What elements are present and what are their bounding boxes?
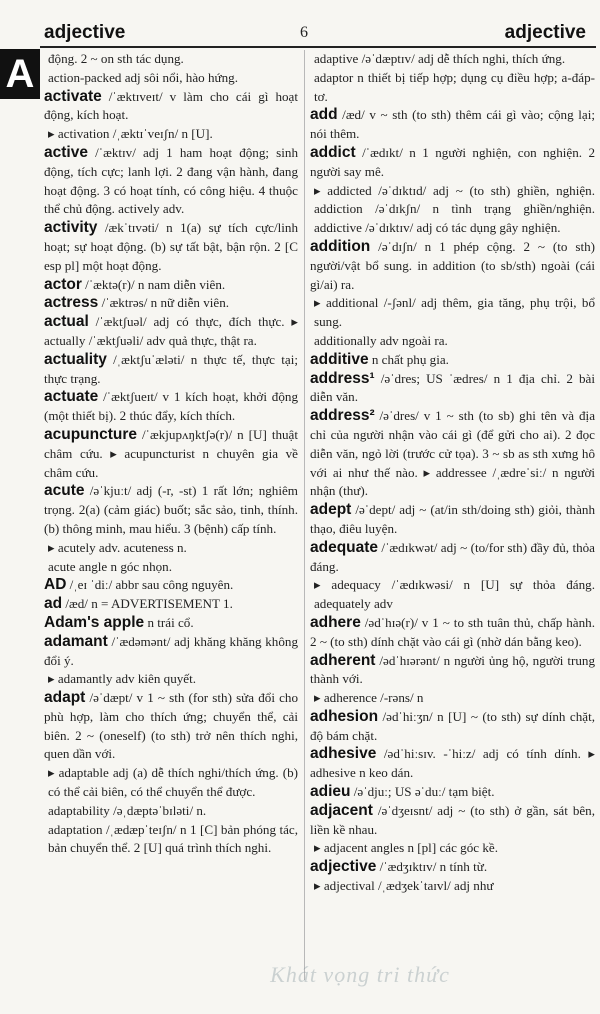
entry <box>314 50 595 69</box>
entry <box>314 294 595 332</box>
entry <box>44 633 298 671</box>
entry <box>44 426 298 482</box>
entry-text: activate /ˈæktɪveɪt/ v làm cho cái gì hoạt động, kích hoạt. <box>44 87 298 123</box>
entry-text: adhere /ədˈhɪə(r)/ v 1 ~ to sth tuân thủ, chấp hành. 2 ~ (to sth) dính chặt vào cái gì (nhờ dán bằng keo). <box>310 613 595 649</box>
entry <box>310 858 595 877</box>
entry <box>44 482 298 538</box>
entry-text: ▸ additional /-ʃənl/ adj thêm, gia tăng, phụ trội, bổ sung. <box>314 295 595 330</box>
entry-text: adieu /əˈdjuː; US əˈduː/ tạm biệt. <box>310 783 495 801</box>
entry <box>314 182 595 238</box>
entry <box>44 276 298 295</box>
entry <box>310 106 595 144</box>
entry <box>310 802 595 840</box>
entry <box>314 877 595 896</box>
entry <box>310 783 595 802</box>
entry-text: adaptation /ˌædæpˈteɪʃn/ n 1 [C] bản phóng tác, bản chuyển thể. 2 [U] quá trình thích nghi. <box>48 821 298 856</box>
entry <box>310 238 595 294</box>
entry <box>314 689 595 708</box>
page-header <box>0 0 600 44</box>
entry <box>44 576 298 595</box>
entry-text: adjacent /əˈdʒeɪsnt/ adj ~ (to sth) ở gần, sát bên, liền kề nhau. <box>310 801 595 837</box>
entry <box>48 670 298 689</box>
entry-text: activity /ækˈtɪvəti/ n 1(a) sự tích cực/linh hoạt; sự hoạt động. (b) sự tất bật, bận rộn. 2 [C esp pl] một hoạt động. <box>44 219 298 273</box>
entry-text: ad /æd/ n = ADVERTISEMENT 1. <box>44 595 233 613</box>
column-divider <box>304 50 305 980</box>
entry-text: adhesive /ədˈhiːsɪv. -ˈhiːz/ adj có tính dính. ▸ adhesive n keo dán. <box>310 745 595 781</box>
entry-text: adapt /əˈdæpt/ v 1 ~ sth (for sth) sửa đổi cho phù hợp, làm cho thích ứng; chuyển thể, cải biên. 2 ~ (oneself) (to sth) trở nên thích nghi, quen dần với. <box>44 689 298 762</box>
entry-text: adherent /ədˈhɪərənt/ n người ủng hộ, người trung thành với. <box>310 651 595 687</box>
entry <box>48 50 298 69</box>
entry-text: AD /ˌeɪ ˈdiː/ abbr sau công nguyên. <box>44 576 234 594</box>
entry <box>44 294 298 313</box>
entry-text: actuate /ˈæktʃueɪt/ v 1 kích hoạt, khởi động (một thiết bị). 2 thúc đẩy, kích thích. <box>44 388 298 424</box>
entry-text: Adam's apple n trái cổ. <box>44 613 194 631</box>
entry-text: adequate /ˈædɪkwət/ adj ~ (to/for sth) đầy đủ, thỏa đáng. <box>310 538 595 574</box>
entry <box>310 745 595 783</box>
entry <box>314 332 595 351</box>
header-rule <box>40 46 596 48</box>
entry-text: adjective /ˈædʒɪktɪv/ n tính từ. <box>310 858 488 876</box>
entry-text: ▸ adequacy /ˈædɪkwəsi/ n [U] sự thỏa đáng. adequately adv <box>314 577 595 612</box>
left-column <box>44 50 298 858</box>
entry-text: actress /ˈæktrəs/ n nữ diễn viên. <box>44 294 230 312</box>
right-column <box>310 50 595 896</box>
entry-text: address² /əˈdres/ v 1 ~ sth (to sb) ghi tên và địa chỉ của người nhận vào cái gì (để gửi cho ai). 2 đọc diễn văn, ngỏ lời (trước cử tọa). 3 ~ sb as sth xưng hô với ai như thế nào. ▸ addressee /ˌædreˈsiː/ n người nhận (thư). <box>310 407 595 499</box>
entry-text: additionally adv ngoài ra. <box>314 332 448 348</box>
entry-text: adhesion /ədˈhiːʒn/ n [U] ~ (to sth) sự dính chặt, độ bám chặt. <box>310 707 595 743</box>
entry <box>310 501 595 539</box>
entry <box>48 558 298 577</box>
entry <box>314 69 595 107</box>
entry <box>310 539 595 577</box>
entry-text: acupuncture /ˈækjupʌŋktʃə(r)/ n [U] thuật châm cứu. ▸ acupuncturist n chuyên gia về châm cứu. <box>44 425 298 480</box>
entry-text: ▸ adamantly adv kiên quyết. <box>48 671 197 687</box>
entry <box>314 576 595 614</box>
entry-text: adept /əˈdept/ adj ~ (at/in sth/doing sth) giỏi, thành thạo, điêu luyện. <box>310 501 595 536</box>
entry <box>314 839 595 858</box>
entry <box>310 652 595 690</box>
entry-text: ▸ addicted /əˈdɪktɪd/ adj ~ (to sth) ghiền, nghiện. addiction /əˈdɪkʃn/ n tình trạng ghiền/nghiện. addictive /əˈdɪktɪv/ adj có tác dụng gây nghiện. <box>314 182 595 236</box>
entry-text: actual /ˈæktʃuəl/ adj có thực, đích thực. ▸ actually /ˈæktʃuəli/ adv quả thực, thật ra. <box>44 313 298 348</box>
entry <box>44 388 298 426</box>
entry-text: addict /ˈædɪkt/ n 1 người nghiện, con nghiện. 2 người say mê. <box>310 143 595 179</box>
entry <box>48 69 298 88</box>
entry-text: adaptive /əˈdæptɪv/ adj dễ thích nghi, thích ứng. <box>314 51 566 66</box>
entry-text: động. 2 ~ on sth tác dụng. <box>48 51 184 66</box>
entry <box>310 370 595 408</box>
entry <box>44 614 298 633</box>
entry-text: active /ˈæktɪv/ adj 1 ham hoạt động; sinh động, tích cực; lanh lợi. 2 đang vận hành, đang hoạt động. 3 có hoạt tính, có công hiệu. 4 thuộc thể chủ động. actively adv. <box>44 143 298 217</box>
entry <box>44 144 298 219</box>
entry-text: ▸ acutely adv. acuteness n. <box>48 539 187 555</box>
entry-text: actor /ˈæktə(r)/ n nam diễn viên. <box>44 275 226 293</box>
entry <box>44 595 298 614</box>
entry <box>44 689 298 764</box>
entry <box>44 219 298 275</box>
entry-text: acute /əˈkjuːt/ adj (-r, -st) 1 rất lớn; nghiêm trọng. 2(a) (cảm giác) buốt; sắc sảo, tinh, thính. (b) thông minh, mau hiểu. 3 (bệnh) cấp tính. <box>44 482 298 536</box>
entry <box>48 821 298 859</box>
entry <box>48 125 298 144</box>
entry-text: ▸ adherence /-rəns/ n <box>314 690 424 706</box>
entry-text: acute angle n góc nhọn. <box>48 558 172 574</box>
entry <box>48 539 298 558</box>
entry-text: additive n chất phụ gia. <box>310 350 449 368</box>
entry-text: addition /əˈdɪʃn/ n 1 phép cộng. 2 ~ (to sth) người/vật bổ sung. in addition (to sb/sth) ngoài (cái gì/ai) ra. <box>310 237 595 292</box>
entry-text: ▸ adaptable adj (a) dễ thích nghi/thích ứng. (b) có thể cải biên, có thể chuyển thể được. <box>48 765 298 800</box>
entry-text: ▸ adjacent angles n [pl] các góc kề. <box>314 840 498 856</box>
page-number: 6 <box>300 24 308 41</box>
entry <box>310 144 595 182</box>
entry-text: actuality /ˌæktʃuˈæləti/ n thực tế, thực tại; thực trạng. <box>44 350 298 386</box>
entry-text: action-packed adj sôi nổi, hào hứng. <box>48 69 238 85</box>
watermark: Khát vọng tri thức <box>270 962 450 987</box>
entry <box>48 802 298 821</box>
entry-text: address¹ /əˈdres; US ˈædres/ n 1 địa chỉ. 2 bài diễn văn. <box>310 369 595 405</box>
entry <box>44 351 298 389</box>
entry-text: adaptor n thiết bị tiếp hợp; dụng cụ điều hợp; a-đáp-tơ. <box>314 69 595 104</box>
entry <box>310 351 595 370</box>
entry-text: adaptability /əˌdæptəˈbɪləti/ n. <box>48 802 207 818</box>
entry <box>310 708 595 746</box>
entry-text: add /æd/ v ~ sth (to sth) thêm cái gì vào; cộng lại; nói thêm. <box>310 106 595 142</box>
entry <box>44 88 298 126</box>
entry-text: ▸ adjectival /ˌædʒekˈtaɪvl/ adj như <box>314 878 494 894</box>
entry-text: adamant /ˈædəmənt/ adj khăng khăng không đổi ý. <box>44 632 298 668</box>
letter-tab: A <box>0 49 40 99</box>
guide-word-left: adjective <box>44 22 126 43</box>
entry <box>44 313 298 351</box>
entry <box>310 614 595 652</box>
entry-text: ▸ activation /ˌæktɪˈveɪʃn/ n [U]. <box>48 126 213 142</box>
guide-word-right: adjective <box>504 22 586 43</box>
entry <box>48 764 298 802</box>
entry <box>310 407 595 501</box>
